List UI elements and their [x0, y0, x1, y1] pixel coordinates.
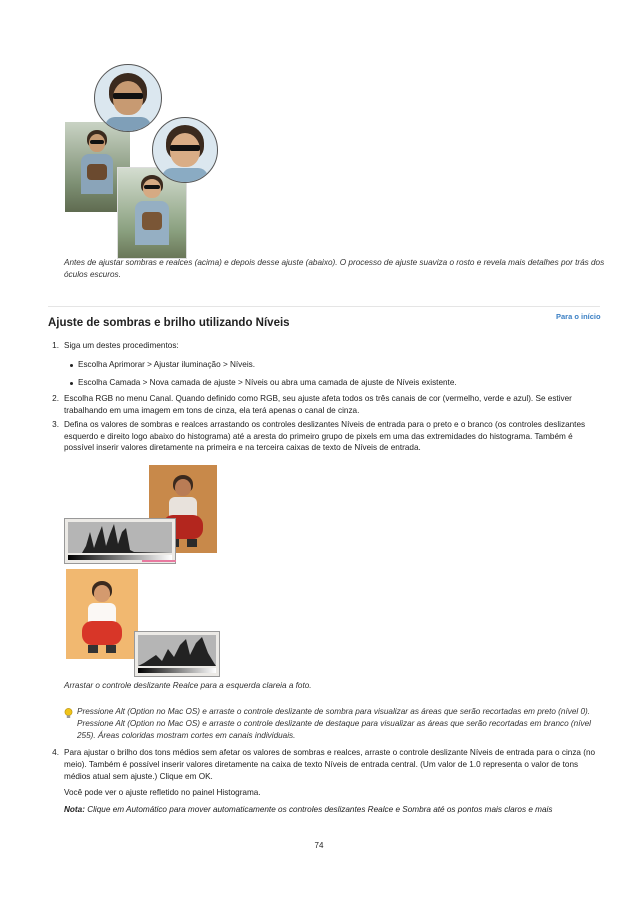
note-text: Clique em Automático para mover automaticamente os controles deslizantes Realce e Sombra até os pontos mais claros e mais [87, 805, 553, 814]
histogram-after [134, 631, 220, 677]
step-3-text: Defina os valores de sombras e realces arrastando os controles deslizantes Níveis de entrada para o preto e o branco (os controles deslizantes esquerdo e direito logo abaixo do histograma) até a aresta do primeiro grupo de pixels em uma das extremidades do histograma. Também é possível inserir valores diretamente na primeira e na terceira caixas de texto de Níveis de entrada. [64, 420, 586, 452]
page-number: 74 [314, 841, 324, 850]
step-3-number: 3. [52, 420, 59, 429]
highlight-slider-drag-indicator [142, 560, 176, 562]
histogram-after-graph [138, 635, 216, 666]
bullet-dot-1 [70, 364, 73, 367]
histogram-before [64, 518, 176, 564]
bullet-dot-2 [70, 382, 73, 385]
section-divider [48, 306, 600, 307]
section-heading: Ajuste de sombras e brilho utilizando Níveis [48, 317, 290, 329]
photo-levels-after [66, 569, 138, 659]
bullet-item-2: Escolha Camada > Nova camada de ajuste > Níveis ou abra uma camada de ajuste de Níveis existente. [78, 378, 457, 387]
histogram-before-graph [68, 522, 172, 553]
step-2-text: Escolha RGB no menu Canal. Quando definido como RGB, seu ajuste afeta todos os três canais de cor (vermelho, verde e azul). Se estiver trabalhando em uma imagem em tons de cinza, ela terá apenas o canal de cinza. [64, 394, 572, 415]
note-paragraph [64, 804, 604, 816]
step-1-number: 1. [52, 341, 59, 350]
step-1-text: Siga um destes procedimentos: [64, 341, 179, 350]
before-after-figure [60, 62, 225, 254]
figure-caption-levels: Arrastar o controle deslizante Realce para a esquerda clareia a foto. [64, 681, 312, 690]
bullet-item-1: Escolha Aprimorar > Ajustar iluminação > Níveis. [78, 360, 256, 369]
note-label: Nota: [64, 805, 85, 814]
tip-text: Pressione Alt (Option no Mac OS) e arraste o controle deslizante de sombra para visualizar as áreas que serão recortadas em preto (nível 0). Pressione Alt (Option no Mac OS) e arraste o controle deslizante de destaque para visualizar as áreas que serão recortadas em branco (nível 255). Áreas coloridas mostram cortes em canais individuais. [77, 707, 591, 741]
back-to-top-link[interactable]: Para o início [556, 312, 601, 321]
step-4-text: Para ajustar o brilho dos tons médios sem afetar os valores de sombras e realces, arraste o controle deslizante Níveis de entrada para o cinza (no meio). Também é possível inserir valores diretamente na caixa de texto Níveis de entrada central. (Um valor de 1.0 representa o valor de tons médios atual sem ajuste.) Clique em OK. [64, 748, 596, 781]
histogram-panel-note: Você pode ver o ajuste refletido no painel Histograma. [64, 788, 261, 797]
step-4-number: 4. [52, 748, 59, 757]
lightbulb-icon [64, 708, 73, 719]
photo-after-circle [152, 117, 218, 183]
photo-before-circle [94, 64, 162, 132]
figure-caption-top: Antes de ajustar sombras e realces (acima) e depois desse ajuste (abaixo). O processo de ajuste suaviza o rosto e revela mais detalhes por trás dos óculos escuros. [64, 258, 605, 279]
levels-figure [64, 463, 224, 678]
step-2-number: 2. [52, 394, 59, 403]
